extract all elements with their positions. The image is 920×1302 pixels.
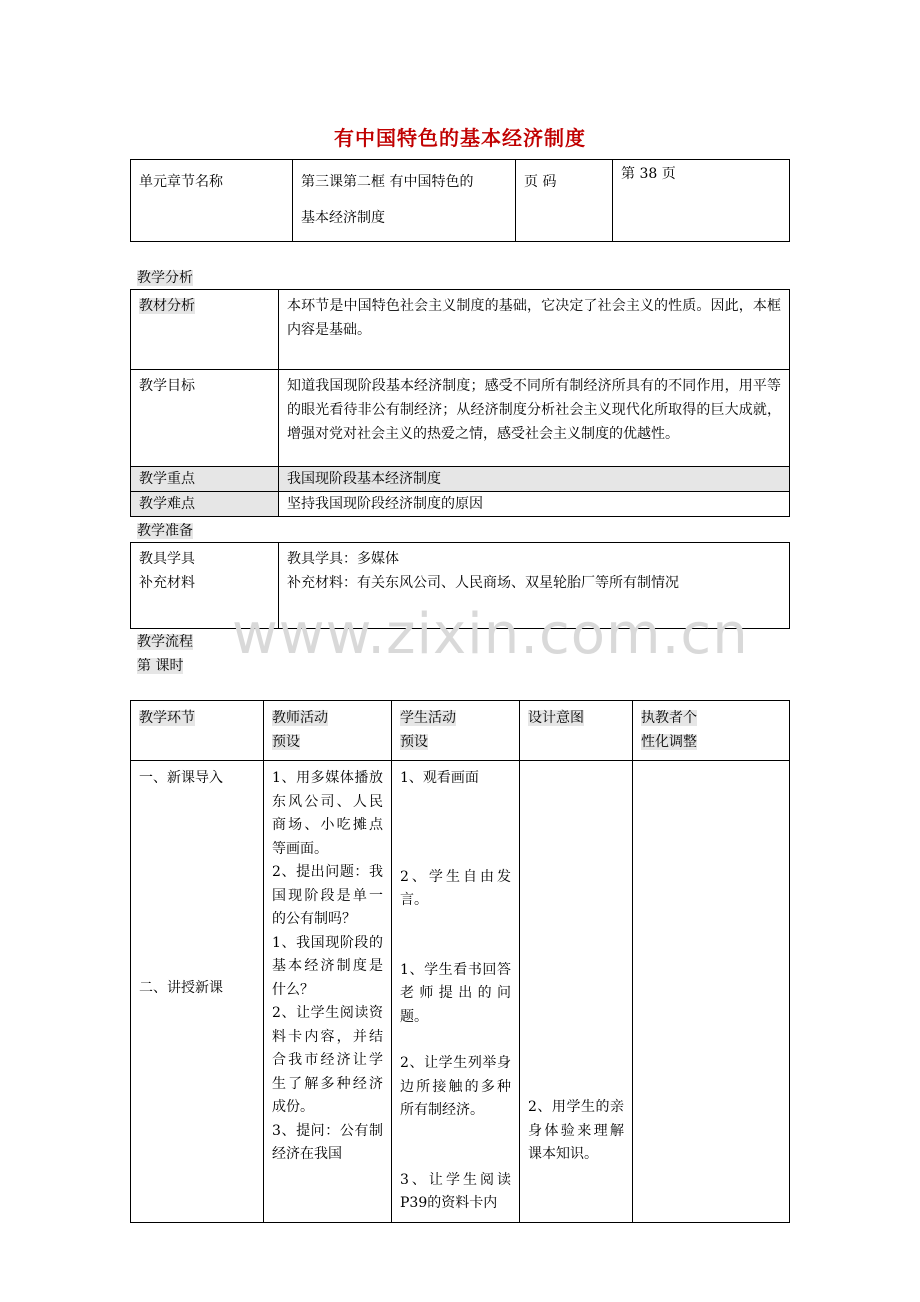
analysis-label-4: 教学难点 bbox=[131, 492, 279, 517]
prep-text-2: 补充材料：有关东风公司、人民商场、双星轮胎厂等所有制情况 bbox=[287, 575, 679, 591]
header-teacher-line2: 预设 bbox=[272, 733, 300, 750]
stage-cell bbox=[131, 761, 264, 1223]
stage-1: 一、新课导入 bbox=[139, 770, 223, 786]
analysis-label-3: 教学重点 bbox=[131, 467, 279, 492]
student-item-1: 1、观看画面 bbox=[400, 770, 479, 786]
chapter-info-table bbox=[130, 159, 790, 242]
analysis-text-1: 本环节是中国特色社会主义制度的基础，它决定了社会主义的性质。因此，本框内容是基础。 bbox=[279, 290, 790, 370]
analysis-label-2: 教学目标 bbox=[131, 370, 279, 467]
analysis-text-4: 坚持我国现阶段经济制度的原因 bbox=[279, 492, 790, 517]
stage-2: 二、讲授新课 bbox=[139, 979, 223, 996]
period-label: 第 课时 bbox=[137, 658, 184, 674]
analysis-heading: 教学分析 bbox=[137, 270, 193, 286]
flow-heading: 教学流程 bbox=[137, 634, 193, 650]
header-stage bbox=[131, 701, 264, 761]
document-title: 有中国特色的基本经济制度 bbox=[334, 126, 586, 150]
design-item-1: 2、用学生的亲身体验来理解课本知识。 bbox=[528, 1099, 624, 1162]
header-stage-text: 教学环节 bbox=[139, 710, 195, 726]
teacher-cell bbox=[264, 761, 392, 1223]
header-student-line1: 学生活动 bbox=[400, 710, 456, 726]
header-custom-line1: 执教者个 bbox=[641, 710, 697, 726]
design-cell bbox=[520, 761, 633, 1223]
student-item-5: 3、让学生阅读P39的资料卡内 bbox=[400, 1171, 511, 1211]
teacher-item-5: 3、提问：公有制经济在我国 bbox=[272, 1122, 383, 1162]
header-design bbox=[520, 701, 633, 761]
header-student bbox=[392, 701, 520, 761]
prep-heading: 教学准备 bbox=[137, 523, 193, 539]
header-custom bbox=[633, 701, 790, 761]
analysis-label-1: 教材分析 bbox=[139, 298, 195, 314]
header-teacher-line1: 教师活动 bbox=[272, 710, 328, 726]
chapter-name-line1: 第三课第二框 有中国特色的 bbox=[301, 174, 474, 190]
prep-label-2: 补充材料 bbox=[139, 575, 195, 591]
teacher-item-2: 2、提出问题：我国现阶段是单一的公有制吗？ bbox=[272, 864, 383, 927]
analysis-text-2: 知道我国现阶段基本经济制度；感受不同所有制经济所具有的不同作用，用平等的眼光看待非公有制经济；从经济制度分析社会主义现代化所取得的巨大成就，增强对党对社会主义的热爱之情，感受社会主义制度的优越性。 bbox=[279, 370, 790, 467]
teacher-item-1: 1、用多媒体播放东风公司、人民商场、小吃摊点等画面。 bbox=[272, 770, 383, 857]
student-item-4: 2、让学生列举身边所接触的多种所有制经济。 bbox=[400, 1055, 511, 1118]
student-cell bbox=[392, 761, 520, 1223]
header-student-line2: 预设 bbox=[400, 733, 428, 750]
student-item-3: 1、学生看书回答老师提出的问题。 bbox=[400, 961, 511, 1025]
custom-cell bbox=[633, 761, 790, 1223]
process-table bbox=[130, 700, 790, 1223]
analysis-text-3: 我国现阶段基本经济制度 bbox=[279, 467, 790, 492]
chapter-label: 单元章节名称 bbox=[131, 160, 293, 242]
teacher-item-4: 2、让学生阅读资料卡内容，并结合我市经济让学生了解多种经济成份。 bbox=[272, 1005, 383, 1115]
student-item-2: 2、学生自由发言。 bbox=[400, 868, 511, 908]
prep-label-1: 教具学具 bbox=[139, 551, 195, 567]
prep-text-1: 教具学具：多媒体 bbox=[287, 551, 399, 567]
chapter-name bbox=[293, 160, 516, 242]
analysis-table bbox=[130, 289, 790, 517]
header-teacher bbox=[264, 701, 392, 761]
teacher-item-3: 1、我国现阶段的基本经济制度是什么？ bbox=[272, 934, 383, 998]
chapter-name-line2: 基本经济制度 bbox=[301, 210, 385, 226]
header-design-text: 设计意图 bbox=[528, 710, 584, 726]
header-custom-line2: 性化调整 bbox=[641, 733, 697, 750]
page-label: 页 码 bbox=[516, 160, 613, 242]
page-value: 第 38 页 bbox=[613, 160, 790, 242]
watermark: www.zixin.com.cn bbox=[232, 602, 749, 667]
